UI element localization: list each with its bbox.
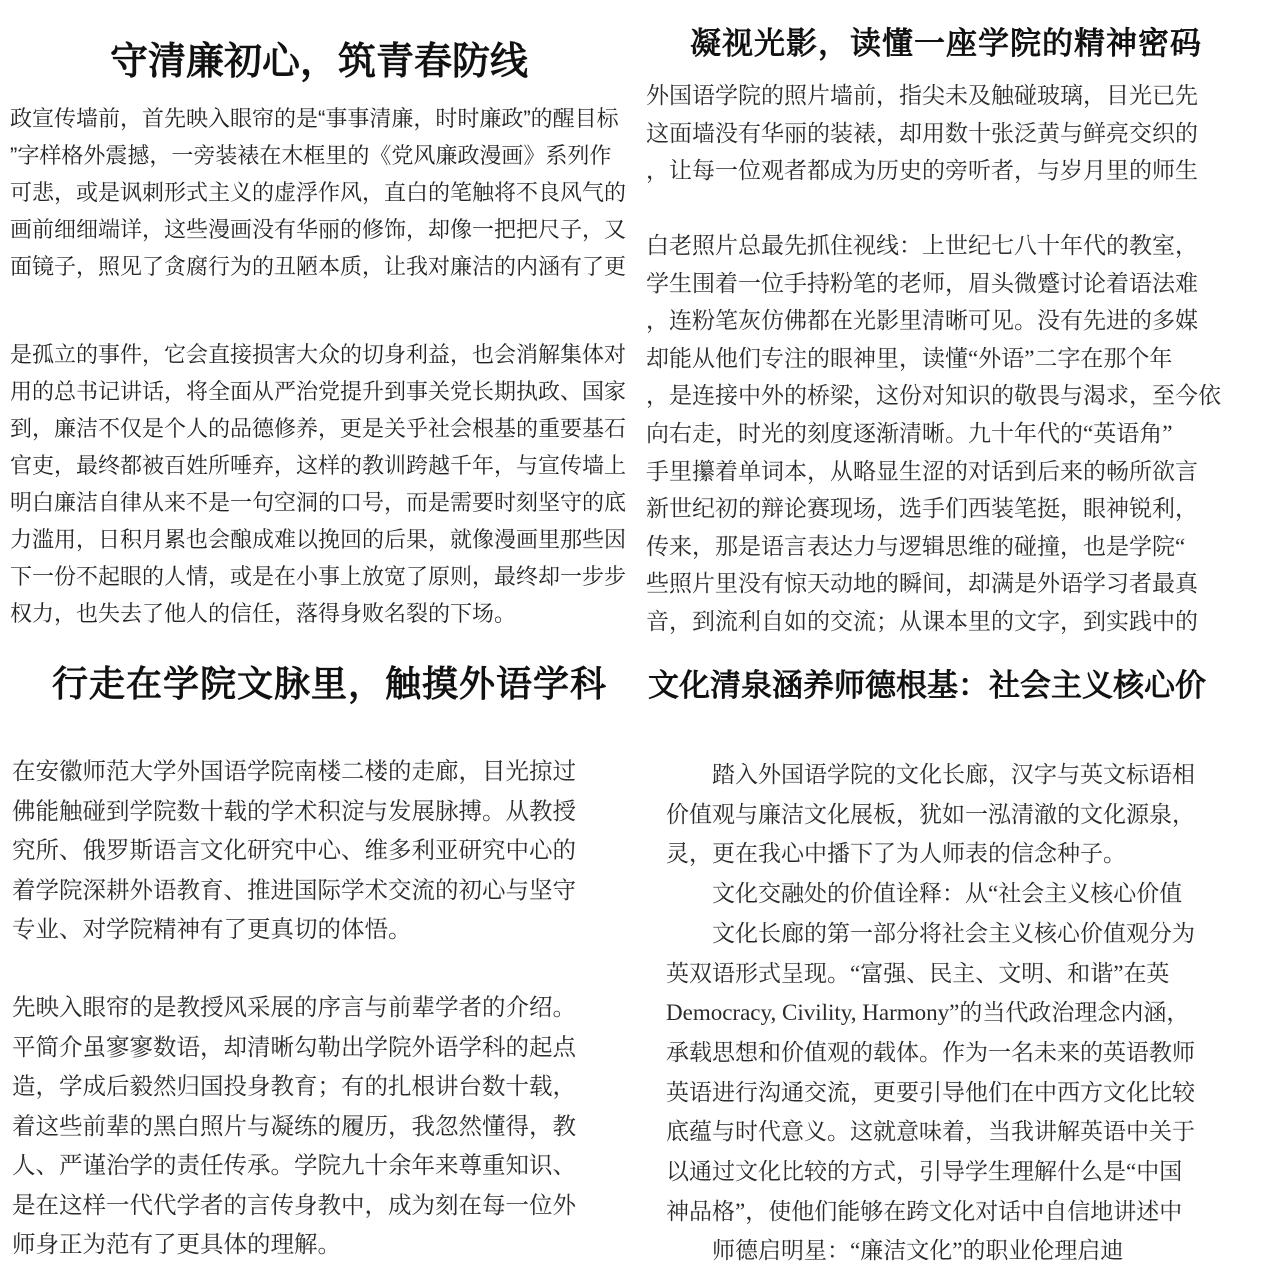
text-line: 神品格”，使他们能够在跨文化对话中自信地讲述中	[666, 1198, 1183, 1224]
essay-paragraph	[12, 989, 576, 1266]
text-line: 明白廉洁自律从来不是一句空洞的口号，而是需要时刻坚守的底	[10, 490, 627, 515]
essay-photo-wall-section	[642, 0, 1280, 640]
text-line: 新世纪初的辩论赛现场，选手们西装笔挺，眼神锐利，	[646, 496, 1198, 522]
text-line: 面镜子，照见了贪腐行为的丑陋本质，让我对廉洁的内涵有了更	[10, 254, 627, 279]
text-line: ，连粉笔灰仿佛都在光影里清晰可见。没有先进的多媒	[646, 308, 1198, 334]
text-line: 权力，也失去了他人的信任，落得身败名裂的下场。	[10, 601, 517, 626]
text-line: 人、严谨治学的责任传承。学院九十余年来尊重知识、	[12, 1153, 576, 1179]
essay-academic-heritage-section	[0, 640, 638, 1280]
text-line: 着这些前辈的黑白照片与凝练的履历，我忽然懂得，教	[12, 1113, 576, 1140]
text-line: 画前细细端详，这些漫画没有华丽的修饰，却像一把把尺子，又	[10, 217, 627, 242]
text-line: 却能从他们专注的眼神里，读懂“外语”二字在那个年	[646, 345, 1173, 371]
text-line: 以通过文化比较的方式，引导学生理解什么是“中国	[666, 1159, 1183, 1185]
text-line: 灵，更在我心中播下了为人师表的信念种子。	[666, 841, 1126, 867]
text-line: ”字样格外震撼，一旁装裱在木框里的《党风廉政漫画》系列作	[10, 143, 612, 168]
text-line: 政宣传墙前，首先映入眼帘的是“事事清廉，时时廉政”的醒目标	[10, 106, 619, 131]
text-line: Democracy, Civility, Harmony”的当代政治理念内涵，	[666, 1000, 1190, 1026]
text-line: 传来，那是语言表达力与逻辑思维的碰撞，也是学院“	[646, 533, 1186, 559]
text-line: 些照片里没有惊天动地的瞬间，却满是外语学习者最真	[646, 571, 1198, 597]
text-line: 外国语学院的照片墙前，指尖未及触碰玻璃，目光已先	[646, 83, 1198, 108]
essay-title: 守清廉初心，筑青春防线	[110, 41, 529, 83]
text-line: 文化长廊的第一部分将社会主义核心价值观分为	[666, 920, 1195, 946]
text-line: ，是连接中外的桥梁，这份对知识的敬畏与渴求，至今依	[646, 383, 1221, 409]
text-line: 造，学成后毅然归国投身教育；有的扎根讲台数十载，	[12, 1074, 576, 1100]
text-line: 承载思想和价值观的载体。作为一名未来的英语教师	[666, 1039, 1195, 1065]
text-line: 学生围着一位手持粉笔的老师，眉头微蹙讨论着语法难	[646, 270, 1198, 296]
text-line: 是在这样一代代学者的言传身教中，成为刻在每一位外	[12, 1192, 576, 1219]
text-line: 向右走，时光的刻度逐渐清晰。九十年代的“英语角”	[646, 420, 1173, 446]
text-line: 力滥用，日积月累也会酿成难以挽回的后果，就像漫画里那些因	[10, 527, 627, 552]
text-line: ，让每一位观者都成为历史的旁听者，与岁月里的师生	[646, 158, 1198, 184]
text-line: 佛能触碰到学院数十载的学术积淀与发展脉搏。从教授	[12, 798, 576, 825]
text-line: 手里攥着单词本，从略显生涩的对话到后来的畅所欲言	[646, 458, 1198, 484]
text-line: 师身正为范有了更具体的理解。	[12, 1232, 341, 1258]
essay-integrity-section	[0, 0, 638, 640]
text-line: 着学院深耕外语教育、推进国际学术交流的初心与坚守	[12, 877, 576, 904]
text-line: 先映入眼帘的是教授风采展的序言与前辈学者的介绍。	[12, 995, 576, 1021]
text-line: 英双语形式呈现。“富强、民主、文明、和谐”在英	[666, 960, 1170, 986]
text-line: 用的总书记讲话，将全面从严治党提升到事关党长期执政、国家	[10, 379, 627, 404]
essay-paragraph	[10, 336, 626, 632]
text-line: 英语进行沟通交流，更要引导他们在中西方文化比较	[666, 1079, 1195, 1105]
essay-paragraph	[646, 227, 1221, 640]
text-line: 踏入外国语学院的文化长廊，汉字与英文标语相	[666, 762, 1195, 787]
text-line: 音，到流利自如的交流；从课本里的文字，到实践中的	[646, 608, 1198, 634]
text-line: 下一份不起眼的人情，或是在小事上放宽了原则，最终却一步步	[10, 564, 627, 589]
essay-paragraph	[10, 100, 626, 285]
text-line: 是孤立的事件，它会直接损害大众的切身利益，也会消解集体对	[10, 342, 627, 367]
text-line: 在安徽师范大学外国语学院南楼二楼的走廊，目光掠过	[12, 759, 576, 785]
text-line: 官吏，最终都被百姓所唾弃，这样的教训跨越千年，与宣传墙上	[10, 453, 627, 478]
essay-paragraph	[646, 77, 1198, 190]
essay-paragraph	[12, 753, 576, 951]
text-line: 文化交融处的价值诠释：从“社会主义核心价值	[666, 881, 1183, 907]
text-line: 这面墙没有华丽的装裱，却用数十张泛黄与鲜亮交织的	[646, 120, 1198, 146]
essay-title: 文化清泉涵养师德根基：社会主义核心价	[648, 668, 1206, 703]
essay-title: 凝视光影，读懂一座学院的精神密码	[690, 26, 1202, 61]
essay-paragraph	[666, 755, 1195, 1271]
text-line: 到，廉洁不仅是个人的品德修养，更是关乎社会根基的重要基石	[10, 416, 627, 441]
text-line: 究所、俄罗斯语言文化研究中心、维多利亚研究中心的	[12, 838, 576, 864]
text-line: 底蕴与时代意义。这就意味着，当我讲解英语中关于	[666, 1119, 1195, 1145]
text-line: 价值观与廉洁文化展板，犹如一泓清澈的文化源泉，	[666, 801, 1195, 827]
text-line: 白老照片总最先抓住视线：上世纪七八十年代的教室，	[646, 233, 1198, 258]
text-line: 平简介虽寥寥数语，却清晰勾勒出学院外语学科的起点	[12, 1034, 576, 1061]
essay-culture-corridor-section	[642, 640, 1280, 1280]
essay-title: 行走在学院文脉里，触摸外语学科	[52, 664, 608, 704]
text-line: 师德启明星：“廉洁文化”的职业伦理启迪	[666, 1238, 1124, 1264]
text-line: 专业、对学院精神有了更真切的体悟。	[12, 917, 412, 943]
text-line: 可悲，或是讽刺形式主义的虚浮作风，直白的笔触将不良风气的	[10, 180, 627, 205]
